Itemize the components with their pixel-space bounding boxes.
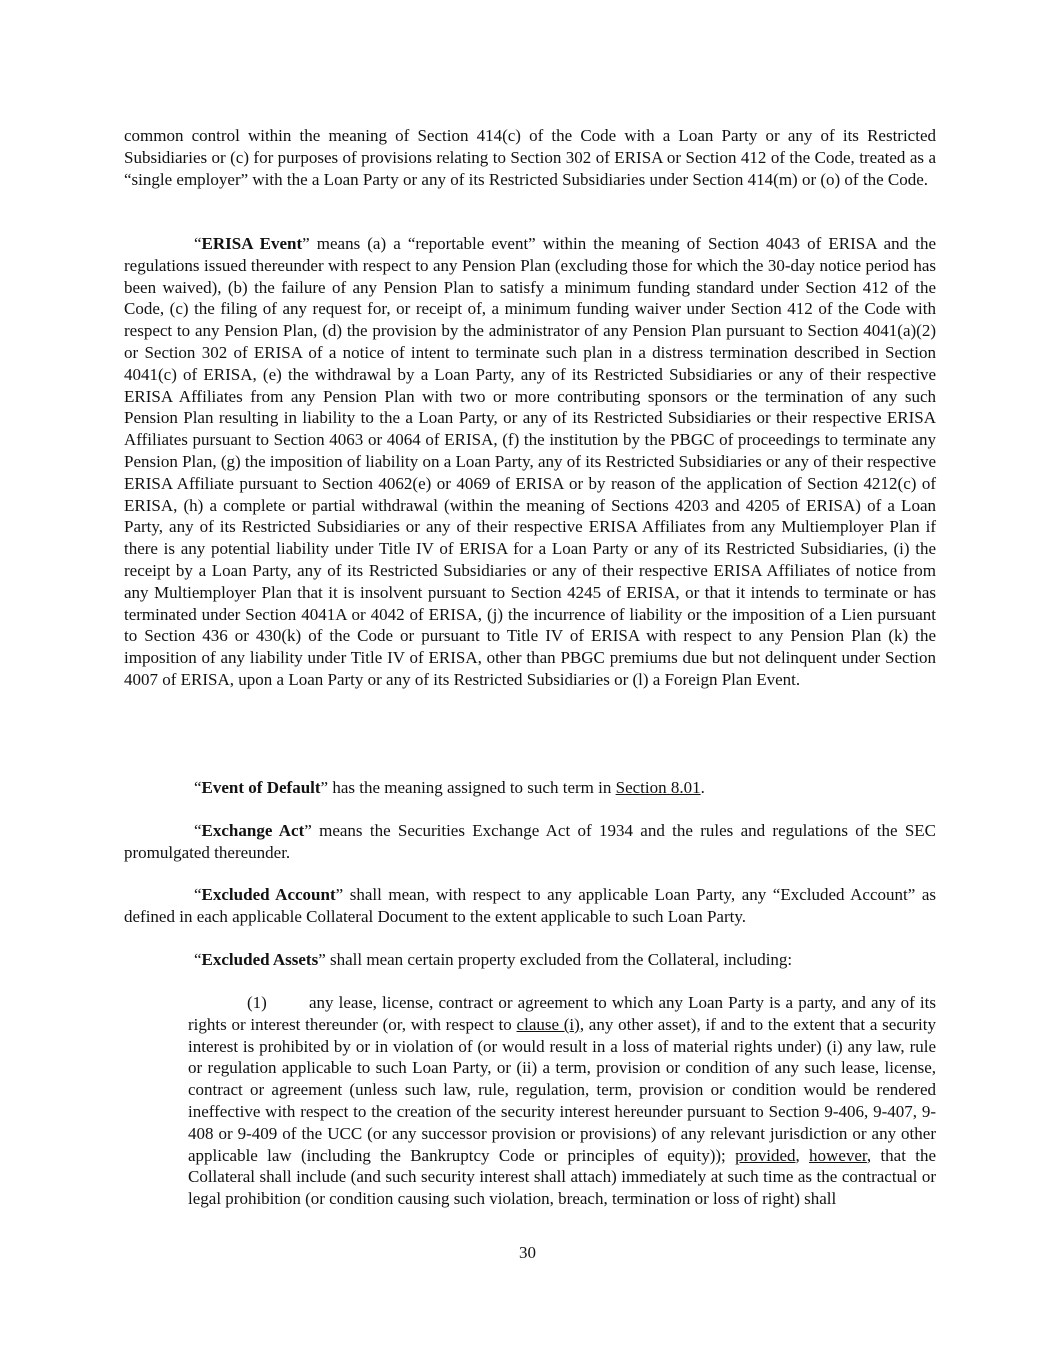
clause-number: (1) [247,993,267,1012]
open-quote: “ [194,778,202,797]
open-quote: “ [194,950,202,969]
definition-end: . [700,778,705,797]
clause-1 [188,992,936,1210]
clause-text-a: any lease, license, contract or agreement to which any Loan Party is a party, and any of its rights or interest thereunder (or, with respect to [188,993,936,1034]
clause-reference-link[interactable]: clause (i) [516,1014,580,1034]
definition-body: ” means the Securities Exchange Act of 1934 and the rules and regulations of the SEC promulgated thereunder. [124,821,936,862]
definition-body: ” shall mean certain property excluded from the Collateral, including: [318,950,793,969]
open-quote: “ [194,234,202,253]
open-quote: “ [194,821,202,840]
definition-body: ” shall mean, with respect to any applicable Loan Party, any “Excluded Account” as defined in each applicable Collateral Document to the extent applicable to such Loan Party. [124,885,936,926]
defined-term: Exchange Act [201,821,305,840]
clause-text-b: , any other asset), if and to the extent that a security interest is prohibited by or in violation of (or would result in a loss of material rights under) (i) any law, rule or regulation applicable to such Loan Party, or (ii) a term, provision or condition of any such lease, license, contract or agreement (unless such law, rule, regulation, term, provision or condition would be rendered ineffective with respect to the creation of the security interest hereunder pursuant to Section 9-406, 9-407, 9-408 or 9-409 of the UCC (or any successor provision or provisions) of any relevant jurisdiction or any other applicable law (including the Bankruptcy Code or principles of equity)); [188,1014,936,1165]
clause-text-c: , that the Collateral shall include (and such security interest shall attach) immediately at such time as the contractual or legal prohibition (or condition causing such violation, breach, termination or loss of right) shall [188,1145,937,1209]
continuation-paragraph [124,125,936,190]
comma: , [795,1145,810,1165]
definition-body: ” has the meaning assigned to such term in [320,778,616,797]
section-reference-link[interactable]: Section 8.01 [615,778,701,797]
defined-term: Excluded Account [201,885,336,904]
definition-excluded-account [124,884,936,928]
open-quote: “ [194,885,202,904]
continuation-text: common control within the meaning of Section 414(c) of the Code with a Loan Party or any of its Restricted Subsidiaries or (c) for purposes of provisions relating to Section 302 of ERISA or Section 412 of the Code, treated as a “single employer” with the a Loan Party or any of its Restricted Subsidiaries under Section 414(m) or (o) of the Code. [124,126,936,189]
definition-body: ” means (a) a “reportable event” within the meaning of Section 4043 of ERISA and the regulations issued thereunder with respect to any Pension Plan (excluding those for which the 30-day notice period has been waived), (b) the failure of any Pension Plan to satisfy a minimum funding standard under Section 412 of the Code, (c) the filing of any request for, or receipt of, a minimum funding waiver under Section 412 of the Code with respect to any Pension Plan, (d) the provision by the administrator of any Pension Plan pursuant to Section 4041(a)(2) or Section 302 of ERISA of a notice of intent to terminate such plan in a distress termination described in Section 4041(c) of ERISA, (e) the withdrawal by a Loan Party, any of its Restricted Subsidiaries or any of their respective ERISA Affiliates from any Pension Plan with two or more contributing sponsors or the termination of any such Pension Plan resulting in liability to the a Loan Party, or any of its Restricted Subsidiaries or their respective ERISA Affiliates pursuant to Section 4063 or 4064 of ERISA, (f) the institution by the PBGC of proceedings to terminate any Pension Plan, (g) the imposition of liability on a Loan Party, any of its Restricted Subsidiaries or any of their respective ERISA Affiliate pursuant to Section 4062(e) or 4069 of ERISA or by reason of the application of Section 4212(c) of ERISA, (h) a complete or partial withdrawal (within the meaning of Sections 4203 and 4205 of ERISA) of a Loan Party, any of its Restricted Subsidiaries or any of their respective ERISA Affiliates from any Multiemployer Plan if there is any potential liability under Title IV of ERISA for a Loan Party or any of its Restricted Subsidiaries, (i) the receipt by a Loan Party, any of its Restricted Subsidiaries or any of their respective ERISA Affiliates of notice from any Multiemployer Plan that it is insolvent pursuant to Section 4245 of ERISA, or that it intends to terminate or has terminated under Section 4041A or 4042 of ERISA, (j) the incurrence of liability or the imposition of a Lien pursuant to Section 436 or 430(k) of the Code or pursuant to Title IV of ERISA with respect to any Pension Plan (k) the imposition of any liability under Title IV of ERISA, other than PBGC premiums due but not delinquent under Section 4007 of ERISA, upon a Loan Party or any of its Restricted Subsidiaries or (l) a Foreign Plan Event. [124,234,936,689]
page-number: 30 [519,1243,536,1262]
definition-exchange-act [124,820,936,864]
definition-event-of-default [124,777,936,799]
however-term: however [809,1145,867,1165]
defined-term: ERISA Event [201,234,303,253]
defined-term: Event of Default [201,778,321,797]
definition-excluded-assets [124,949,936,971]
definition-erisa-event [124,233,936,691]
provided-term: provided [735,1145,796,1165]
defined-term: Excluded Assets [201,950,319,969]
